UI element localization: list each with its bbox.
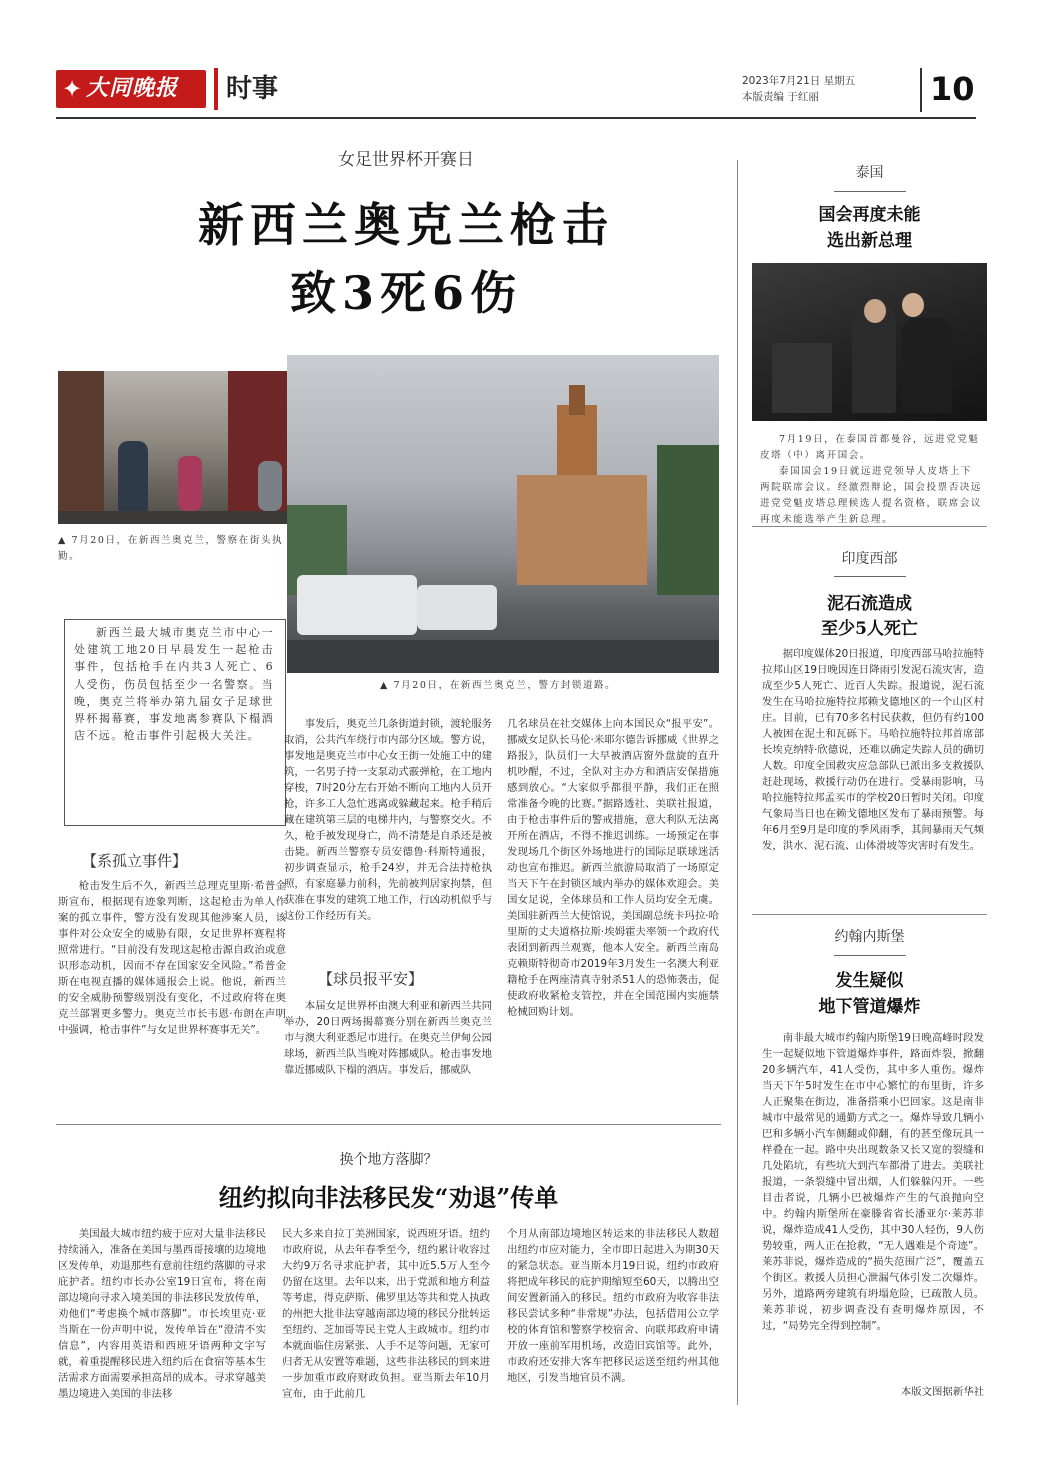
india-title-line1: 泥石流造成 xyxy=(827,594,912,614)
newspaper-logo xyxy=(56,70,206,108)
india-label: 印度西部 xyxy=(841,551,898,567)
joburg-label: 约翰内斯堡 xyxy=(834,929,905,945)
thailand-caption: 7月19日，在泰国首都曼谷，远进党党魁皮塔（中）离开国会。 xyxy=(760,434,980,461)
thailand-body: 泰国国会19日就远进党领导人皮塔上下两院联席会议。经激烈辩论，国会投票否决远进党党魁皮塔总理候选人提名资格，联席会议再度未能选举产生新总理。 xyxy=(760,466,983,525)
header-rule xyxy=(56,117,976,119)
main-col2-body-bottom: 本届女足世界杯由澳大利亚和新西兰共同举办，20日两场揭幕赛分别在新西兰奥克兰市与澳大利亚悉尼市进行。在奥克兰伊甸公园球场，新西兰队当晚对阵挪威队。枪击事发地靠近挪威队下榻的酒店。事发后，挪威队 xyxy=(284,1000,492,1076)
issue-date: 2023年7月21日 星期五 xyxy=(742,75,856,87)
nyc-col1: 美国最大城市纽约疲于应对大量非法移民持续涌入，准备在美国与墨西哥接壤的边境地区发传单，劝退那些有意前往纽约落脚的寻求庇护者。纽约市长办公室19日宣布，将在南部边境向寻求入境美国的非法移民发放传单，劝他们“考虑换个城市落脚”。市长埃里克·亚当斯在一份声明中说，发传单旨在“澄清不实信息”，内容用英语和西班牙语两种文字写就，着重提醒移民进入纽约后在食宿等基本生活需求方面需要承担高昂的成本。寻求穿越美墨边境进入美国的非法移 xyxy=(58,1228,266,1400)
logo-text: 大同晚报 xyxy=(86,76,179,101)
main-col1-body: 枪击发生后不久，新西兰总理克里斯·希普金斯宣布，根据现有迹象判断，这起枪击为单人作案的孤立事件，警方没有发现其他涉案人员，该事件对公众安全的威胁有限，女足世界杯赛程将照常进行。“目前没有发现这起枪击源自政治或意识形态动机，因而不存在国家安全风险。”希普金斯在电视直播的媒体通报会上说。他说，新西兰的安全威胁预警级别没有变化，不过政府将在奥克兰部署更多警力。奥克兰市长韦恩·布朗在声明中强调，枪击事件”与女足世界杯赛事无关”。 xyxy=(58,880,286,1036)
subhead-isolated-incident: 【系孤立事件】 xyxy=(82,852,188,870)
nyc-col2: 民大多来自拉丁美洲国家，说西班牙语。纽约市政府说，从去年春季至今，纽约累计收容过大约9万名寻求庇护者，其中近5.5万人至今仍留在这里。去年以来，出于党派和地方利益等考虑，得克萨斯、佛罗里达等共和党人执政的州把大批非法穿越南部边境的移民分批转运至纽约、芝加哥等民主党人主政城市。纽约市本就面临住房紧张、人手不足等问题，无家可归者无从安置等难题，这些非法移民的到来进一步加重市政府财政负担。亚当斯去年10月宣布，由于此前几 xyxy=(282,1228,490,1400)
section-title: 时事 xyxy=(226,74,279,104)
logo-flame-icon: ✦ xyxy=(62,75,83,103)
sidebar-divider xyxy=(737,160,738,1405)
photo-thai-parliament xyxy=(752,263,987,421)
india-bottom-rule xyxy=(752,914,987,915)
page-number: 10 xyxy=(930,70,975,108)
thailand-title-line2: 选出新总理 xyxy=(827,231,912,251)
nyc-col3: 个月从南部边境地区转运来的非法移民人数超出纽约市应对能力，全市即日起进入为期30天的紧急状态。亚当斯本月19日说，纽约市政府将把成年移民的庇护期缩短至60天，以腾出空间安置新涌入的移民。纽约市政府为收容非法移民尝试多种“非常规”办法，包括借用公立学校的体育馆和警察学校宿舍、向联邦政府申请开放一座前军用机场，改造旧宾馆等。此外，市政府还安排大客车把移民运送至纽约州其他地区，引发当地官员不满。 xyxy=(507,1228,719,1384)
photo1-caption: ▲ 7月20日，在新西兰奥克兰，警察在街头执勤。 xyxy=(58,535,284,562)
nyc-top-rule xyxy=(56,1124,721,1125)
india-label-rule xyxy=(834,576,906,577)
photo-police-on-street xyxy=(58,371,294,524)
summary-text: 新西兰最大城市奥克兰市中心一处建筑工地20日早晨发生一起枪击事件，包括枪手在内共3人死亡、6人受伤，伤员包括至少一名警察。当晚，奥克兰将举办第九届女子足球世界杯揭幕赛，事发地离参赛队下榻酒店不远。枪击事件引起极大关注。 xyxy=(74,626,274,743)
thailand-bottom-rule xyxy=(752,526,987,527)
logo-divider xyxy=(214,68,218,110)
subhead-players-safe: 【球员报平安】 xyxy=(318,970,424,988)
photo2-caption: ▲ 7月20日，在新西兰奥克兰，警方封锁道路。 xyxy=(380,680,617,691)
main-col3-body: 几名球员在社交媒体上向本国民众“报平安”。挪威女足队长马伦·米耶尔德告诉挪威《世界之路报》，队员们一大早被酒店窗外盘旋的直升机吵醒，不过，全队对主办方和酒店安保措施感到放心。“大家似乎都很平静，我们正在照常准备今晚的比赛。”据路透社、美联社报道，由于枪击事件后的警戒措施，意大利队无法离开所在酒店，不得不推迟训练。一场预定在事发现场几个街区外场地进行的国际足联球迷活动也宣布推迟。新西兰旅游局取消了一场原定当天下午在封锁区域内举办的媒体欢迎会。美国女足说，全体球员和工作人员均安全无虞。美国驻新西兰大使馆说，美国副总统卡玛拉·哈里斯的丈夫道格拉斯·埃姆霍夫率领一个政府代表团到新西兰观赛，他本人安全。新西兰南岛克赖斯特彻奇市2019年3月发生一名澳大利亚籍枪手在两座清真寺射杀51人的恐怖袭击，促使政府收紧枪支管控，并在全国范围内实施禁枪械回购计划。 xyxy=(507,718,719,1018)
joburg-label-rule xyxy=(834,955,906,956)
main-title-line2: 致3死6伤 xyxy=(289,266,522,320)
joburg-title-line1: 发生疑似 xyxy=(835,971,904,991)
nyc-title: 纽约拟向非法移民发“劝退”传单 xyxy=(218,1183,559,1212)
joburg-title-line2: 地下管道爆炸 xyxy=(818,997,921,1017)
nyc-kicker: 换个地方落脚？ xyxy=(339,1152,438,1168)
page-number-divider xyxy=(920,68,922,112)
masthead xyxy=(56,68,976,118)
photo-police-road-block xyxy=(287,355,719,673)
joburg-body: 南非最大城市约翰内斯堡19日晚高峰时段发生一起疑似地下管道爆炸事件，路面炸裂，掀翻20多辆汽车，41人受伤，其中多人重伤。爆炸当天下午5时发生在市中心繁忙的布里街，许多人正聚集在街边，准备搭乘小巴回家。这是南非城市中最常见的通勤方式之一。爆炸导致几辆小巴和多辆小汽车侧翻或仰翻，有的甚至像玩具一样叠在一起。路中央出现数条又长又宽的裂缝和几处陷坑，有些坑大到汽车都滑了进去。美联社报道，一条裂缝中冒出烟，人们躲躲闪开。一些目击者说，几辆小巴被爆炸产生的气浪抛向空中。约翰内斯堡所在豪滕省省长潘亚尔·莱苏菲说，爆炸造成41人受伤，其中30人轻伤，9人伤势较重，两人正在抢救，“无人遇难是个奇迹”。莱苏菲说，爆炸造成的“损失范围广泛”，覆盖五个街区。救援人员担心泄漏气体引发二次爆炸。另外，道路两旁建筑有坍塌危险，已疏散人员。莱苏菲说，初步调查没有查明爆炸原因，不过，“局势完全得到控制”。 xyxy=(762,1032,984,1332)
thailand-title-line1: 国会再度未能 xyxy=(818,205,921,225)
thailand-label: 泰国 xyxy=(855,165,884,181)
main-kicker: 女足世界杯开赛日 xyxy=(338,150,474,170)
main-col2-body-top: 事发后，奥克兰几条街道封锁，渡轮服务取消，公共汽车绕行市内部分区域。警方说，事发地是奥克兰市中心女王街一处施工中的建筑，一名男子持一支泵动式霰弹枪，在工地内穿梭，7时20分左右开始不断向工地内人员开枪，许多工人急忙逃离或躲藏起来。枪手稍后藏在建筑第三层的电梯井内，与警察交火。不久，枪手被发现身亡，尚不清楚是自杀还是被击毙。新西兰警察专员安德鲁·科斯特通报，初步调查显示，枪手24岁，并无合法持枪执照，有家庭暴力前科，先前被判居家拘禁，但获准在事发的建筑工地工作，行凶动机似乎与这份工作经历有关。 xyxy=(284,718,492,922)
thailand-label-rule xyxy=(834,191,906,192)
india-title-line2: 至少5人死亡 xyxy=(821,619,918,639)
page-editor: 本版责编 于红丽 xyxy=(742,91,819,103)
main-title-line1: 新西兰奥克兰枪击 xyxy=(198,198,614,252)
page-source-credit: 本版文图据新华社 xyxy=(900,1386,984,1398)
india-body: 据印度媒体20日报道，印度西部马哈拉施特拉邦山区19日晚因连日降雨引发泥石流灾害，造成至少5人死亡、近百人失踪。报道说，泥石流发生在马哈拉施特拉邦赖戈德地区的一个山区村庄。目前，已有70多名村民获救，但仍有约100人被困在泥土和瓦砾下。马哈拉施特拉邦首席部长埃克纳特·欣德说，还难以确定失踪人员的确切人数。印度全国救灾应急部队已派出多支救援队赶赴现场，救援行动仍在进行。受暴雨影响，马哈拉施特拉邦孟买市的学校20日暂时关闭。印度气象局当日也在赖戈德地区发布了暴雨预警。每年6月至9月是印度的季风雨季，其间暴雨天气频发，洪水、泥石流、山体滑坡等灾害时有发生。 xyxy=(762,648,984,852)
